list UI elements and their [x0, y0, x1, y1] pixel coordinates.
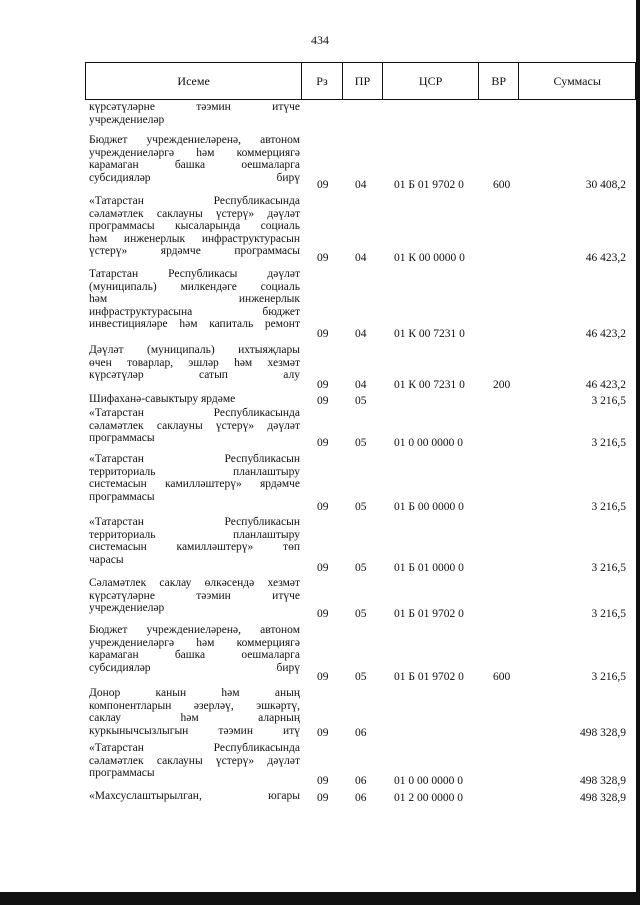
row-csr: 01 0 00 0000 0	[394, 437, 463, 449]
row-sum: 3 216,5	[591, 671, 626, 683]
row-rz: 09	[317, 179, 329, 191]
table-row	[0, 577, 640, 620]
row-pr: 05	[355, 671, 367, 683]
row-name: Бюджет учреждениеләренә, автоном учреждениеләргә һәм коммерциягә карамаган башка оешмаларга субсидияләр бирү	[89, 134, 300, 184]
table-row	[0, 742, 640, 787]
header-vr: ВР	[478, 63, 518, 99]
row-sum: 46 423,2	[585, 379, 626, 391]
row-sum: 3 216,5	[591, 562, 626, 574]
row-rz: 09	[317, 379, 329, 391]
row-csr: 01 Б 01 9702 0	[394, 608, 464, 620]
header-name: Исеме	[177, 73, 210, 88]
table-row	[0, 268, 640, 340]
row-rz: 09	[317, 252, 329, 264]
row-rz: 09	[317, 395, 329, 407]
row-name: Татарстан Республикасы дәүләт (муниципаль) милкендәге социаль һәм инженерлык инфраструктурасына бюджет инвестицияләре һәм капиталь ремонт	[89, 268, 300, 331]
row-vr: 200	[493, 379, 511, 391]
row-rz: 09	[317, 437, 329, 449]
table-row	[0, 195, 640, 264]
row-csr: 01 К 00 7231 0	[394, 379, 465, 391]
row-pr: 06	[355, 775, 367, 787]
table-row	[0, 790, 640, 804]
row-name: Бюджет учреждениеләренә, автоном учреждениеләргә һәм коммерциягә карамаган башка оешмаларга субсидияләр бирү	[89, 624, 300, 674]
row-vr: 600	[493, 671, 511, 683]
header-csr: ЦСР	[382, 63, 478, 99]
table-row	[0, 344, 640, 391]
row-csr: 01 Б 00 0000 0	[394, 501, 464, 513]
row-pr: 06	[355, 727, 367, 739]
table-row	[0, 516, 640, 574]
page-frame-bottom	[0, 892, 640, 905]
row-sum: 46 423,2	[585, 328, 626, 340]
row-sum: 498 328,9	[580, 775, 626, 787]
row-pr: 04	[355, 379, 367, 391]
row-rz: 09	[317, 792, 329, 804]
table-header	[85, 62, 636, 100]
row-csr: 01 0 00 0000 0	[394, 775, 463, 787]
row-pr: 05	[355, 501, 367, 513]
row-name: «Татарстан Республикасында сәламәтлек саклауны үстерү» дәүләт программасы	[89, 742, 300, 780]
row-sum: 3 216,5	[591, 501, 626, 513]
row-pr: 05	[355, 437, 367, 449]
row-csr: 01 К 00 0000 0	[394, 252, 465, 264]
row-rz: 09	[317, 501, 329, 513]
table-row	[0, 453, 640, 513]
row-sum: 498 328,9	[580, 792, 626, 804]
header-sum: Суммасы	[518, 63, 635, 99]
row-sum: 498 328,9	[580, 727, 626, 739]
row-pr: 04	[355, 179, 367, 191]
row-pr: 05	[355, 562, 367, 574]
row-name: Шифаханә-савыктыру ярдәме	[89, 393, 236, 405]
row-csr: 01 2 00 0000 0	[394, 792, 463, 804]
row-rz: 09	[317, 775, 329, 787]
row-sum: 46 423,2	[585, 252, 626, 264]
row-name: «Татарстан Республикасын территориаль планлаштыру системасын камилләштерү» төп чарасы	[89, 516, 300, 566]
row-pr: 05	[355, 608, 367, 620]
row-csr: 01 Б 01 9702 0	[394, 179, 464, 191]
table-row	[0, 407, 640, 449]
row-pr: 06	[355, 792, 367, 804]
row-name: «Татарстан Республикасында сәламәтлек саклауны үстерү» дәүләт программасы кысаларында социаль һәм инженерлык инфраструктурасын үстерү» ярдәмче программасы	[89, 195, 300, 258]
row-name: Сәламәтлек саклау өлкәсендә хезмәт күрсәтүләрне тәэмин итүче учреждениеләр	[89, 577, 300, 615]
row-pr: 04	[355, 252, 367, 264]
row-csr: 01 Б 01 0000 0	[394, 562, 464, 574]
row-rz: 09	[317, 671, 329, 683]
row-sum: 30 408,2	[585, 179, 626, 191]
header-pr: ПР	[342, 63, 382, 99]
row-name: «Татарстан Республикасында сәламәтлек саклауны үстерү» дәүләт программасы	[89, 407, 300, 445]
row-rz: 09	[317, 727, 329, 739]
row-vr: 600	[493, 179, 511, 191]
row-pr: 05	[355, 395, 367, 407]
header-rz: Рз	[301, 63, 341, 99]
row-name: күрсәтүләрне тәэмин итүче учреждениеләр	[89, 101, 300, 126]
row-rz: 09	[317, 328, 329, 340]
row-name: «Махсуслаштырылган, югары	[89, 790, 300, 802]
row-name: Дәүләт (муниципаль) ихтыяҗлары өчен товарлар, эшләр һәм хезмәт күрсәтүләр сатып алу	[89, 344, 300, 382]
row-rz: 09	[317, 608, 329, 620]
table-row	[0, 134, 640, 191]
row-sum: 3 216,5	[591, 608, 626, 620]
table-row	[0, 393, 640, 407]
table-row	[0, 624, 640, 683]
row-sum: 3 216,5	[591, 437, 626, 449]
row-name: «Татарстан Республикасын территориаль планлаштыру системасын камилләштерү» ярдәмче программасы	[89, 453, 300, 503]
table-row	[0, 687, 640, 739]
page-number: 434	[311, 33, 329, 47]
row-rz: 09	[317, 562, 329, 574]
row-sum: 3 216,5	[591, 395, 626, 407]
row-csr: 01 К 00 7231 0	[394, 328, 465, 340]
row-pr: 04	[355, 328, 367, 340]
row-csr: 01 Б 01 9702 0	[394, 671, 464, 683]
table-row	[0, 101, 640, 127]
row-name: Донор канын һәм аның компонентларын әзерләү, эшкәртү, саклау һәм аларның куркынычсызлыгын тәэмин итү	[89, 687, 300, 737]
